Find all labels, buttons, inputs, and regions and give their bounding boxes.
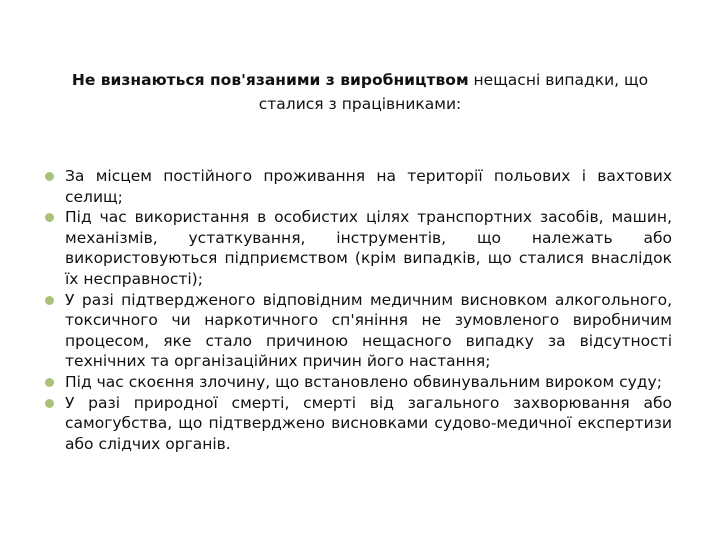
list-item — [44, 166, 672, 207]
dot-icon — [45, 172, 54, 181]
dot-icon — [45, 378, 54, 387]
list-item — [44, 290, 672, 372]
title-bold-part: Не визнаються пов'язаними з виробництвом — [71, 71, 469, 89]
list-item — [44, 207, 672, 289]
list-item — [44, 372, 672, 393]
dot-icon — [45, 213, 54, 222]
slide-title — [60, 68, 660, 116]
list-item — [44, 393, 672, 455]
list-item-text: У разі підтвердженого відповідним медичним висновком алкогольного, токсичного чи наркотичного сп'яніння не зумовленого виробничим процесом, яке стало причиною нещасного випадку за відсутності технічних та організаційних причин його настання; — [65, 290, 672, 371]
list-item-text: За місцем постійного проживання на території польових і вахтових селищ; — [65, 167, 672, 206]
dot-icon — [45, 296, 54, 305]
list-item-text: Під час скоєння злочину, що встановлено обвинувальним вироком суду; — [65, 372, 662, 391]
title-regular-part: нещасні випадки, що сталися з працівниками: — [258, 71, 649, 113]
bullet-list — [44, 166, 672, 454]
list-item-text: Під час використання в особистих цілях транспортних засобів, машин, механізмів, устаткування, інструментів, що належать або використовуються підприємством (крім випадків, що сталися внаслідок їх несправності); — [65, 208, 672, 288]
dot-icon — [45, 399, 54, 408]
list-item-text: У разі природної смерті, смерті від загального захворювання або самогубства, що підтверджено висновками судово-медичної експертизи або слідчих органів. — [65, 393, 672, 453]
